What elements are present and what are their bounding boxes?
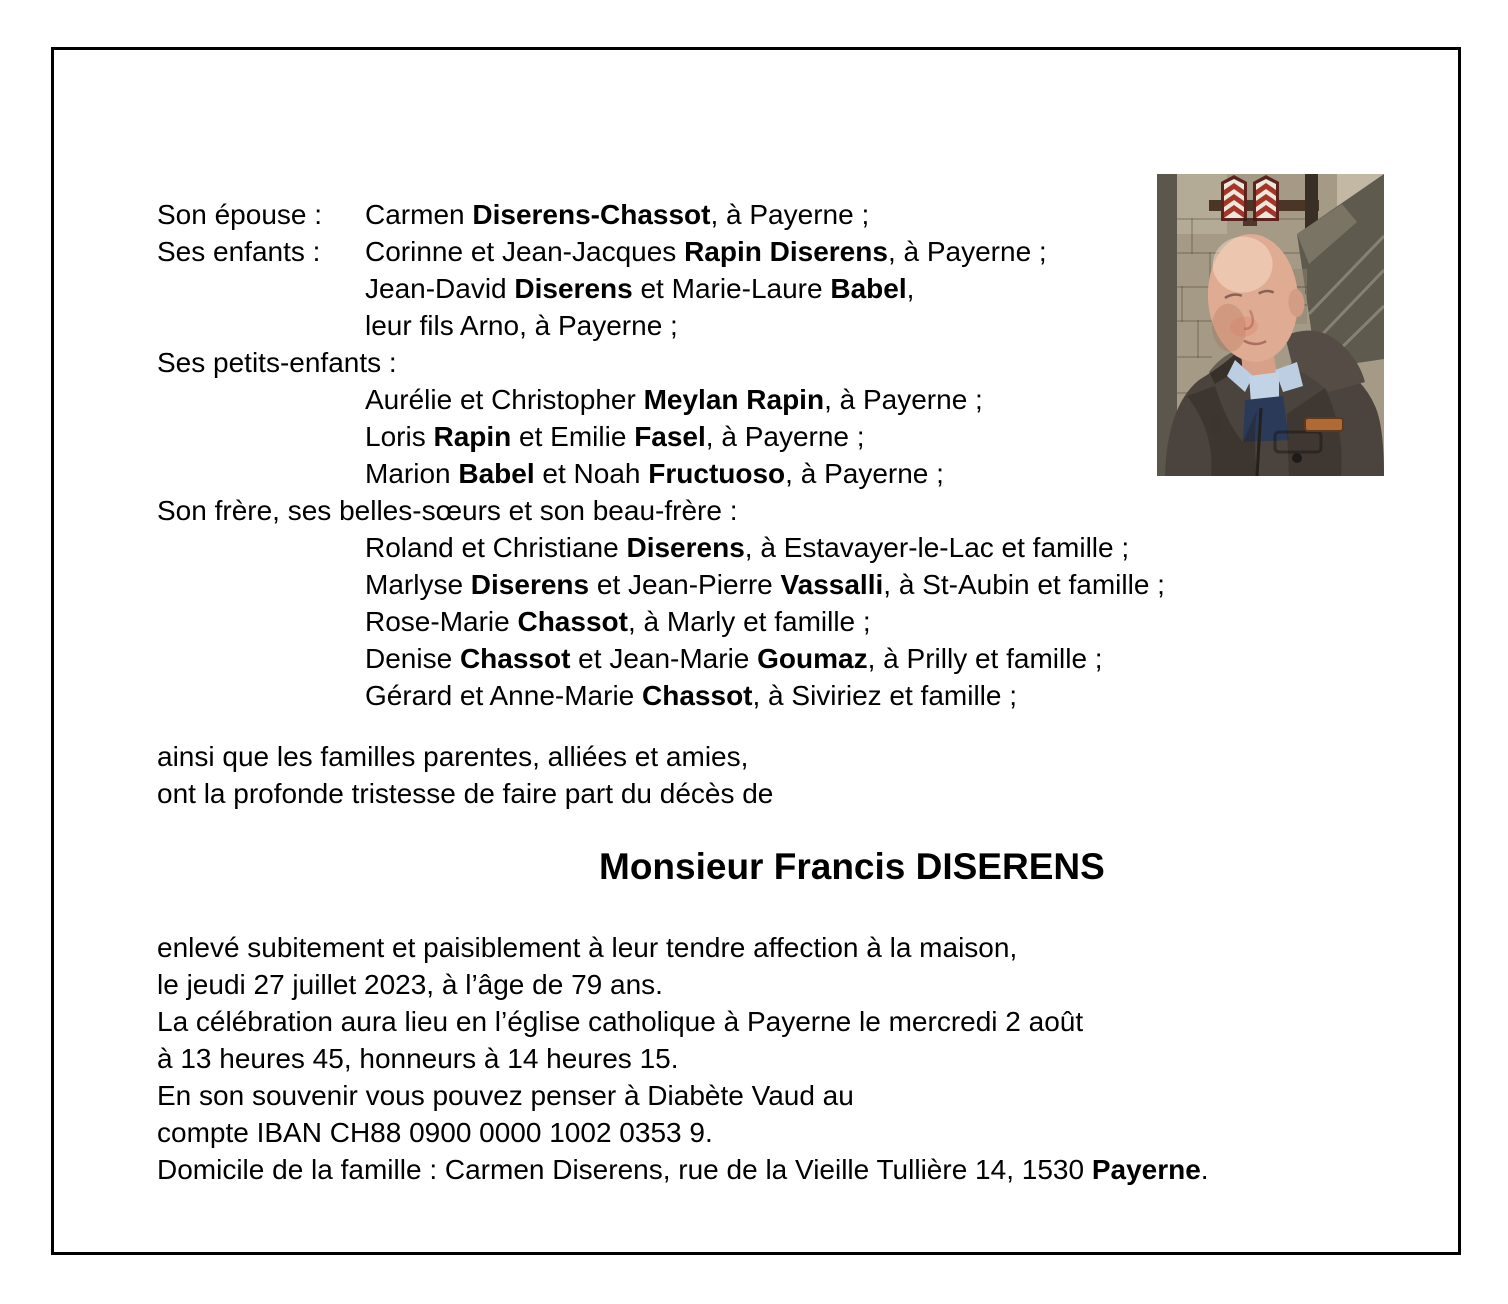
family-group-heading: Ses petits-enfants : <box>157 347 397 378</box>
intro-line: ont la profonde tristesse de faire part du décès de <box>157 778 774 809</box>
family-row-label <box>157 603 365 640</box>
family-row-value: Carmen Diserens-Chassot, à Payerne ; <box>365 199 870 230</box>
family-row <box>157 640 1165 677</box>
family-row-value: Aurélie et Christopher Meylan Rapin, à Payerne ; <box>365 384 983 415</box>
family-row-label <box>157 640 365 677</box>
family-row-value: leur fils Arno, à Payerne ; <box>365 310 678 341</box>
family-row-label: Son épouse : <box>157 199 323 230</box>
family-list <box>157 196 1165 714</box>
family-row-value: Gérard et Anne-Marie Chassot, à Siviriez et famille ; <box>365 680 1018 711</box>
family-row-value: Rose-Marie Chassot, à Marly et famille ; <box>365 606 871 637</box>
family-row-label <box>157 307 365 344</box>
family-row <box>157 307 1165 344</box>
announcement-line: enlevé subitement et paisiblement à leur tendre affection à la maison, <box>157 932 1018 963</box>
deceased-name-title: Monsieur Francis DISERENS <box>599 846 1105 887</box>
family-row <box>157 418 1165 455</box>
announcement-line: La célébration aura lieu en l’église catholique à Payerne le mercredi 2 août <box>157 1006 1084 1037</box>
announcement-line: En son souvenir vous pouvez penser à Diabète Vaud au <box>157 1080 854 1111</box>
family-group-heading: Son frère, ses belles-sœurs et son beau-frère : <box>157 495 738 526</box>
announcement-line: à 13 heures 45, honneurs à 14 heures 15. <box>157 1043 679 1074</box>
family-row-label <box>157 418 365 455</box>
family-row <box>157 196 1165 233</box>
portrait-photo <box>1157 174 1384 476</box>
family-row-value: Roland et Christiane Diserens, à Estavayer-le-Lac et famille ; <box>365 532 1130 563</box>
family-row <box>157 529 1165 566</box>
family-row <box>157 492 1165 529</box>
family-row <box>157 677 1165 714</box>
family-row-label <box>157 381 365 418</box>
family-row-label <box>157 529 365 566</box>
family-row-value: Loris Rapin et Emilie Fasel, à Payerne ; <box>365 421 865 452</box>
announcement-paragraph <box>157 929 1209 1188</box>
family-row <box>157 455 1165 492</box>
family-row-value: Corinne et Jean-Jacques Rapin Diserens, à Payerne ; <box>365 236 1047 267</box>
family-row <box>157 344 1165 381</box>
family-row-label <box>157 677 365 714</box>
announcement-line: compte IBAN CH88 0900 0000 1002 0353 9. <box>157 1117 713 1148</box>
family-row-value: Marion Babel et Noah Fructuoso, à Payerne ; <box>365 458 944 489</box>
intro-paragraph <box>157 738 773 812</box>
family-row-label <box>157 566 365 603</box>
intro-line: ainsi que les familles parentes, alliées et amies, <box>157 741 749 772</box>
photo-orange-label <box>1305 418 1343 431</box>
announcement-line: Domicile de la famille : Carmen Diserens, rue de la Vieille Tullière 14, 1530 Payerne. <box>157 1154 1209 1185</box>
family-row-value: Jean-David Diserens et Marie-Laure Babel, <box>365 273 915 304</box>
family-row-value: Marlyse Diserens et Jean-Pierre Vassalli, à St-Aubin et famille ; <box>365 569 1165 600</box>
family-row <box>157 603 1165 640</box>
family-row <box>157 270 1165 307</box>
family-row-label <box>157 455 365 492</box>
family-row <box>157 233 1165 270</box>
family-row <box>157 381 1165 418</box>
family-row-label: Ses enfants : <box>157 236 321 267</box>
family-row-value: Denise Chassot et Jean-Marie Goumaz, à Prilly et famille ; <box>365 643 1103 674</box>
announcement-line: le jeudi 27 juillet 2023, à l’âge de 79 ans. <box>157 969 663 1000</box>
family-row-label <box>157 270 365 307</box>
family-row <box>157 566 1165 603</box>
